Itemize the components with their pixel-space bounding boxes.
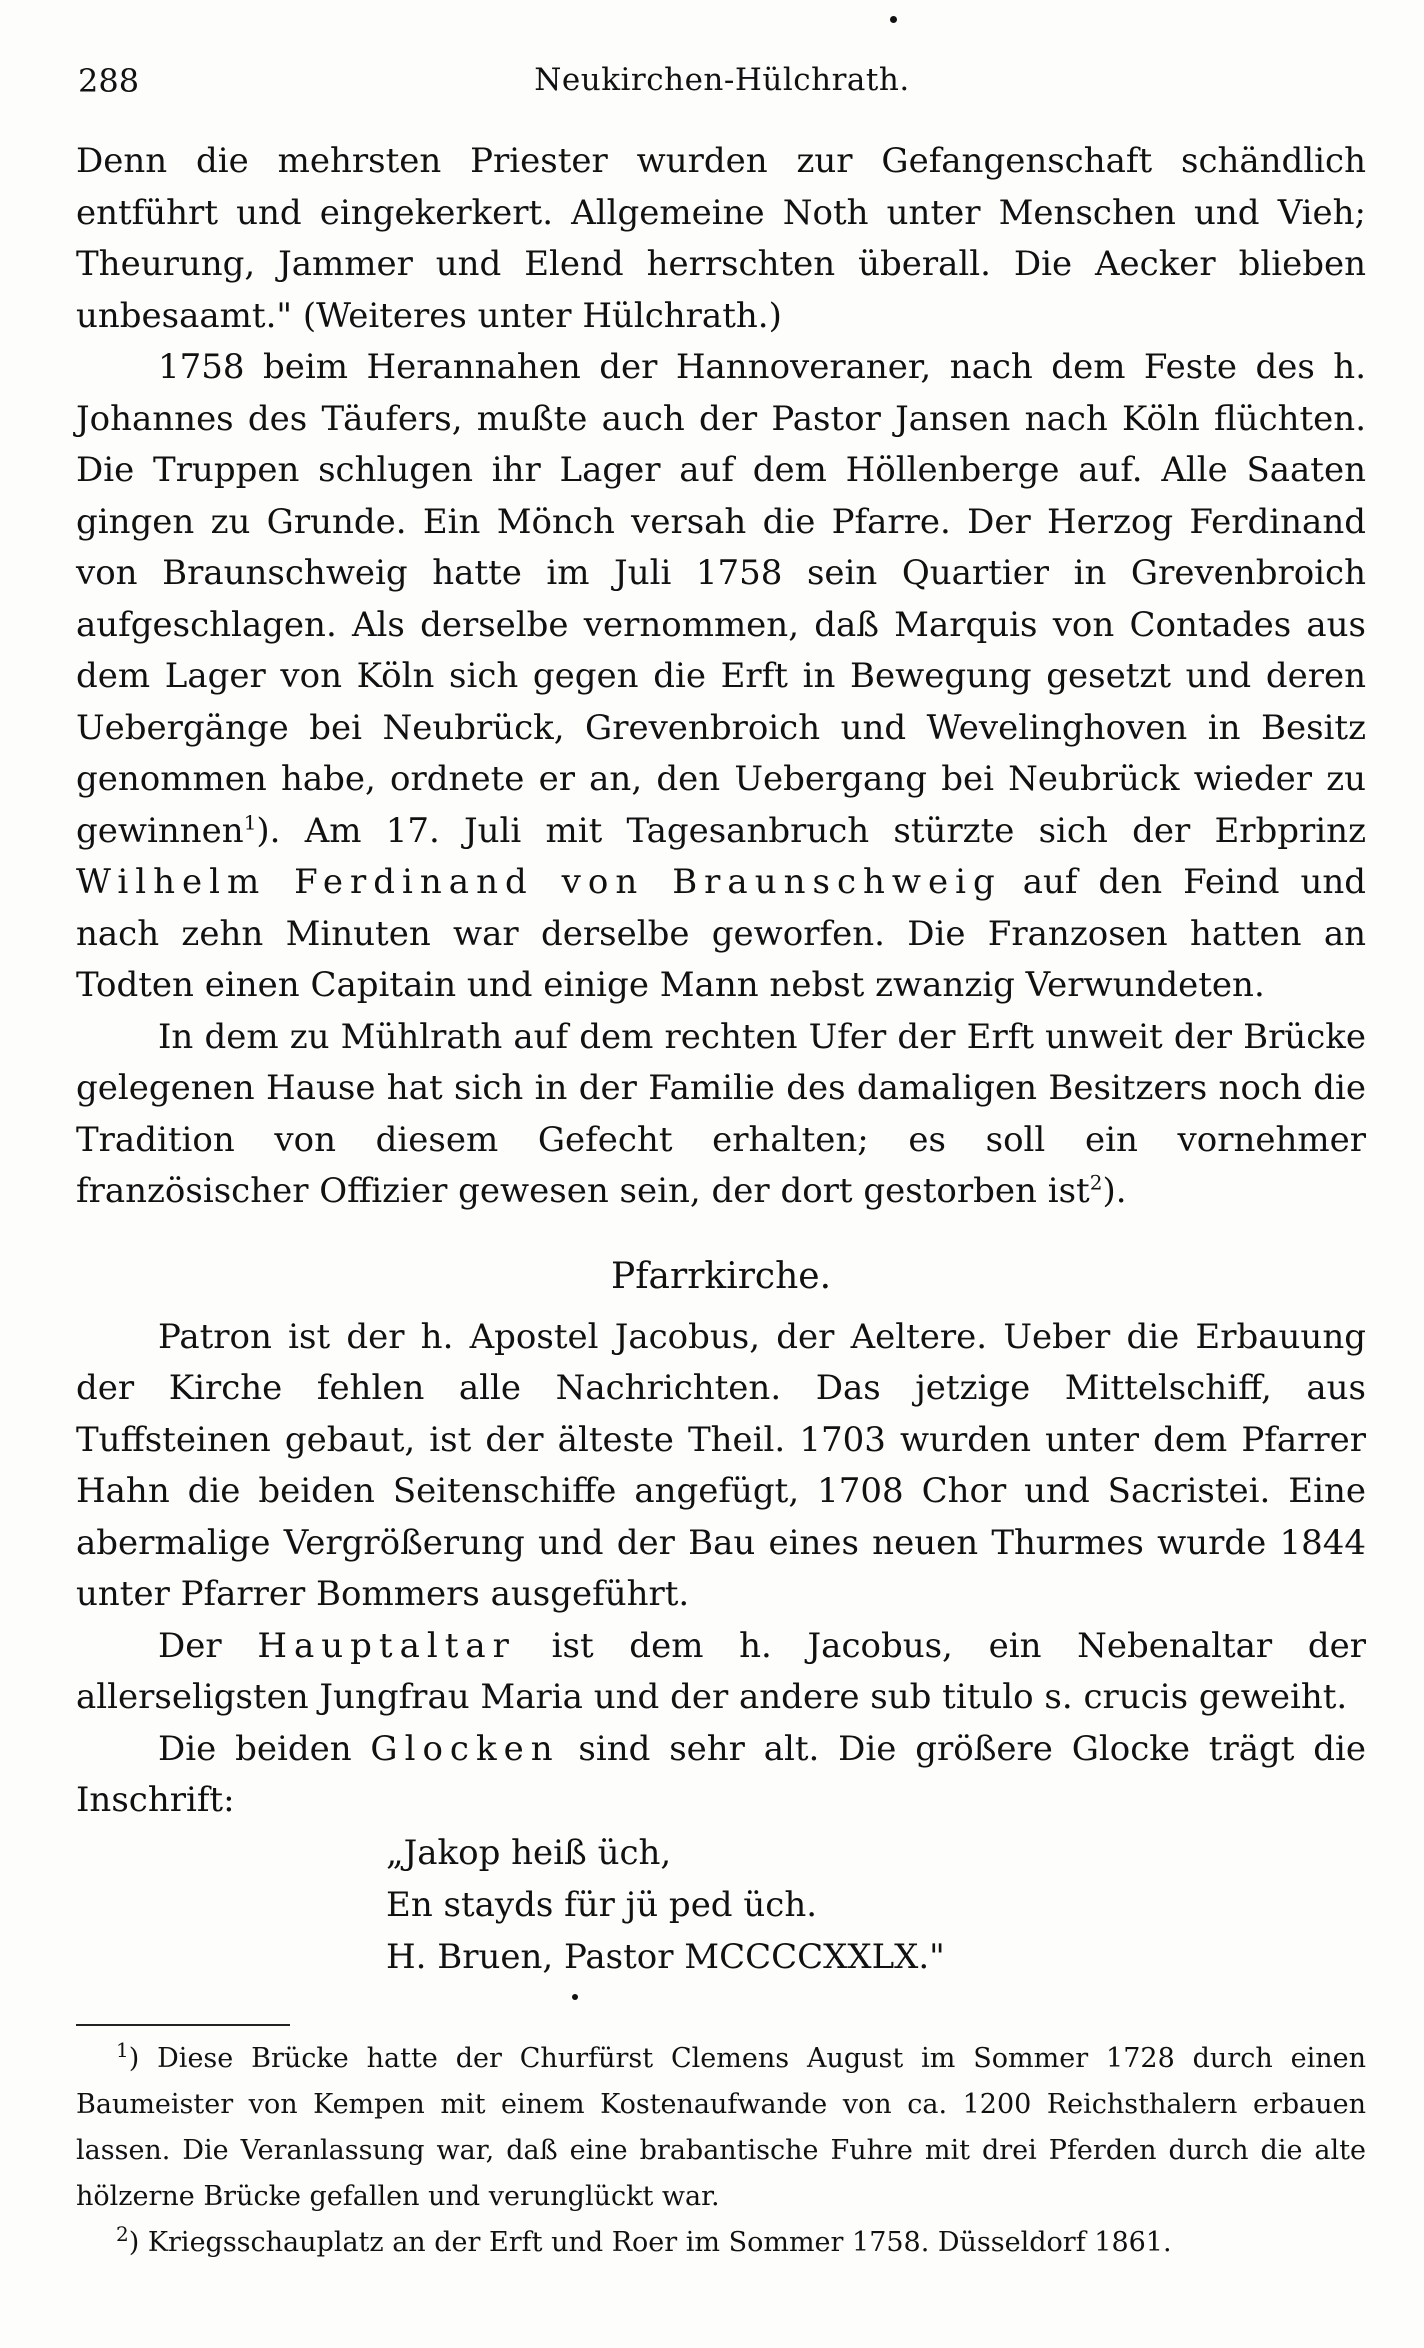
page-number: 288 bbox=[78, 62, 140, 100]
section-heading: Pfarrkirche. bbox=[610, 1255, 832, 1297]
church-paragraph-1: Patron ist der h. Apostel Jacobus, der Aeltere. Ueber die Erbauung der Kirche fehlen alle Nachrichten. Das jetzige Mittelschiff, aus Tuffsteinen gebaut, ist der älteste Theil. 1703 wurden unter dem Pfarrer Hahn die beiden Seitenschiffe angefügt, 1708 Chor und Sacristei. Eine abermalige Vergrößerung und der Bau eines neuen Thurmes wurde 1844 unter Pfarrer Bommers ausgeführt. bbox=[76, 1316, 1366, 1614]
church-paragraph-3 bbox=[76, 1724, 1366, 1827]
church-paragraph-3-b: sind sehr alt. Die größere Glocke trägt die Inschrift: bbox=[76, 1728, 1366, 1820]
inscription-line-1: „Jakop heiß üch, bbox=[386, 1832, 672, 1873]
paragraph-3-end: ). bbox=[1102, 1171, 1127, 1211]
bells-word: Glocken bbox=[370, 1728, 560, 1769]
main-altar: Hauptaltar bbox=[257, 1625, 516, 1666]
paragraph-3-text: In dem zu Mühlrath auf dem rechten Ufer der Erft unweit der Brücke gelegenen Hause hat sich in der Familie des damaligen Besitzers noch die Tradition von diesem Gefecht erhalten; es soll ein vornehmer französischer Offizier gewesen sein, der dort gestorben ist bbox=[76, 1016, 1366, 1211]
footnote-ref-1: 1 bbox=[243, 810, 257, 835]
church-paragraph-2-a: Der bbox=[158, 1625, 258, 1666]
footnote-ref-2: 2 bbox=[1089, 1170, 1103, 1195]
prince-name: Wilhelm Ferdinand von Braunschweig bbox=[76, 862, 1002, 902]
footnote-divider bbox=[76, 2024, 290, 2026]
inscription-line-2: En stayds für jü ped üch. bbox=[386, 1884, 818, 1925]
paragraph-2-part-a: ). Am 17. Juli mit Tagesanbruch stürzte sich der Erbprinz bbox=[256, 810, 1366, 851]
inscription-line-3: H. Bruen, Pastor MCCCCXXLX." bbox=[386, 1936, 945, 1977]
paragraph-2-part-b: auf den Feind und nach zehn Minuten war derselbe geworfen. Die Franzosen hatten an Todten einen Capitain und einige Mann nebst zwanzig Verwundeten. bbox=[76, 862, 1367, 1005]
footnote-2-text: ) Kriegsschauplatz an der Erft und Roer im Sommer 1758. Düsseldorf 1861. bbox=[128, 2227, 1172, 2258]
church-paragraph-2 bbox=[76, 1621, 1366, 1724]
page-body bbox=[76, 136, 1366, 1983]
footnote-mark-1: 1 bbox=[116, 2038, 129, 2062]
print-dot bbox=[572, 1994, 578, 2000]
church-paragraph-3-a: Die beiden bbox=[158, 1728, 371, 1769]
running-title: Neukirchen-Hülchrath. bbox=[534, 62, 910, 98]
footnote-2 bbox=[76, 2220, 1366, 2266]
footnote-1-text: ) Diese Brücke hatte der Churfürst Clemens August im Sommer 1728 durch einen Baumeister von Kempen mit einem Kostenaufwande von ca. 1200 Reichsthalern erbauen lassen. Die Veranlassung war, daß eine brabantische Fuhre mit drei Pferden durch die alte hölzerne Brücke gefallen und verunglückt war. bbox=[76, 2043, 1366, 2212]
paragraph-3 bbox=[76, 1012, 1366, 1218]
footnote-mark-2: 2 bbox=[116, 2222, 129, 2246]
footnote-1 bbox=[76, 2036, 1366, 2220]
paragraph-2-text: 1758 beim Herannahen der Hannoveraner, nach dem Feste des h. Johannes des Täufers, mußte auch der Pastor Jansen nach Köln flüchten. Die Truppen schlugen ihr Lager auf dem Höllenberge auf. Alle Saaten gingen zu Grunde. Ein Mönch versah die Pfarre. Der Herzog Ferdinand von Braunschweig hatte im Juli 1758 sein Quartier in Grevenbroich aufgeschlagen. Als derselbe vernommen, daß Marquis von Contades aus dem Lager von Köln sich gegen die Erft in Bewegung gesetzt und deren Uebergänge bei Neubrück, Grevenbroich und Wevelinghoven in Besitz genommen habe, ordnete er an, den Uebergang bei Neubrück wieder zu gewinnen bbox=[76, 347, 1366, 851]
page-header bbox=[78, 62, 1366, 112]
paragraph-2 bbox=[76, 342, 1366, 1012]
paragraph-1: Denn die mehrsten Priester wurden zur Gefangenschaft schändlich entführt und eingekerkert. Allgemeine Noth unter Menschen und Vieh; Theurung, Jammer und Elend herrschten überall. Die Aecker blieben unbesaamt." (Weiteres unter Hülchrath.) bbox=[76, 141, 1366, 336]
church-paragraph-2-b: ist dem h. Jacobus, ein Nebenaltar der allerseligsten Jungfrau Maria und der andere sub titulo s. crucis geweiht. bbox=[76, 1625, 1366, 1717]
bell-inscription bbox=[386, 1827, 1366, 1983]
footnotes bbox=[76, 2036, 1366, 2266]
print-mark bbox=[890, 16, 897, 23]
